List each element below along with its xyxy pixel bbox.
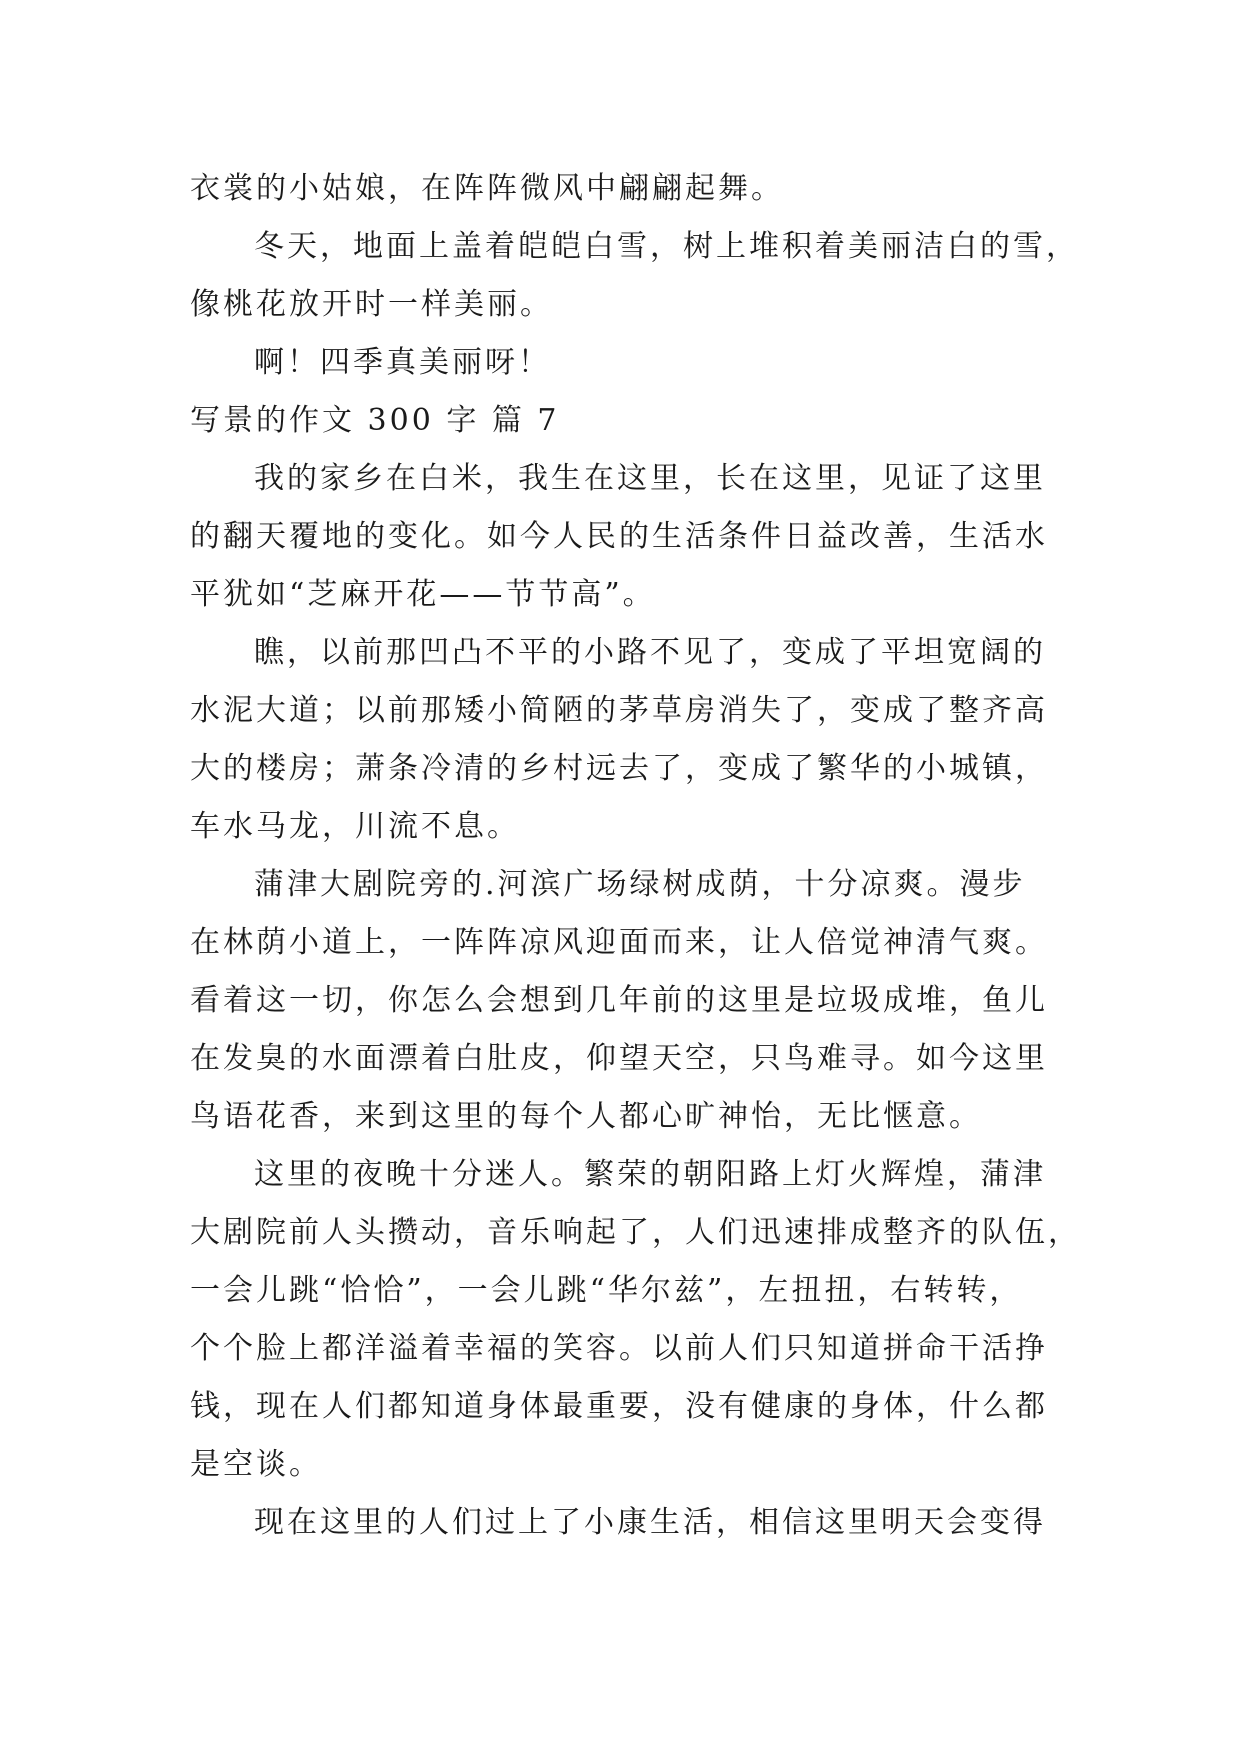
text-line: 这里的夜晚十分迷人。繁荣的朝阳路上灯火辉煌，蒲津 xyxy=(254,1157,1046,1192)
text-line: 大的楼房；萧条冷清的乡村远去了，变成了繁华的小城镇， xyxy=(190,751,1048,786)
section-heading xyxy=(190,392,1070,450)
text-line: 在林荫小道上，一阵阵凉风迎面而来，让人倍觉神清气爽。 xyxy=(190,925,1048,960)
text-line: 衣裳的小姑娘，在阵阵微风中翩翩起舞。 xyxy=(190,171,784,206)
text-line: 冬天，地面上盖着皑皑白雪，树上堆积着美丽洁白的雪， xyxy=(254,229,1079,264)
text-line: 平犹如“芝麻开花——节节高”。 xyxy=(190,577,656,612)
text-line: 的翻天覆地的变化。如今人民的生活条件日益改善，生活水 xyxy=(190,519,1048,554)
text-line: 蒲津大剧院旁的.河滨广场绿树成荫，十分凉爽。漫步 xyxy=(254,867,1026,902)
text-line: 瞧，以前那凹凸不平的小路不见了，变成了平坦宽阔的 xyxy=(254,635,1046,670)
paragraph xyxy=(190,334,1070,392)
paragraph xyxy=(190,1494,1070,1552)
text-line: 现在这里的人们过上了小康生活，相信这里明天会变得 xyxy=(254,1505,1046,1540)
text-line: 我的家乡在白米，我生在这里，长在这里，见证了这里 xyxy=(254,461,1046,496)
document-body xyxy=(190,160,1081,1552)
paragraph xyxy=(190,624,1070,856)
text-line: 啊！四季真美丽呀！ xyxy=(254,345,551,380)
text-line: 钱，现在人们都知道身体最重要，没有健康的身体，什么都 xyxy=(190,1389,1048,1424)
text-line: 在发臭的水面漂着白肚皮，仰望天空，只鸟难寻。如今这里 xyxy=(190,1041,1048,1076)
paragraph xyxy=(190,1146,1081,1494)
text-line: 像桃花放开时一样美丽。 xyxy=(190,287,553,322)
paragraph xyxy=(190,450,1070,624)
text-line: 个个脸上都洋溢着幸福的笑容。以前人们只知道拼命干活挣 xyxy=(190,1331,1048,1366)
text-line: 鸟语花香，来到这里的每个人都心旷神怡，无比惬意。 xyxy=(190,1099,982,1134)
text-line: 一会儿跳“恰恰”，一会儿跳“华尔兹”，左扭扭，右转转， xyxy=(190,1273,1023,1308)
text-line: 车水马龙，川流不息。 xyxy=(190,809,520,844)
paragraph xyxy=(190,856,1070,1146)
paragraph xyxy=(190,160,1070,218)
paragraph xyxy=(190,218,1079,334)
text-line: 看着这一切，你怎么会想到几年前的这里是垃圾成堆，鱼儿 xyxy=(190,983,1048,1018)
text-line: 大剧院前人头攒动，音乐响起了，人们迅速排成整齐的队伍， xyxy=(190,1215,1081,1250)
text-line: 是空谈。 xyxy=(190,1447,322,1482)
heading-text: 写景的作文 300 字 篇 7 xyxy=(190,403,560,438)
text-line: 水泥大道；以前那矮小简陋的茅草房消失了，变成了整齐高 xyxy=(190,693,1048,728)
